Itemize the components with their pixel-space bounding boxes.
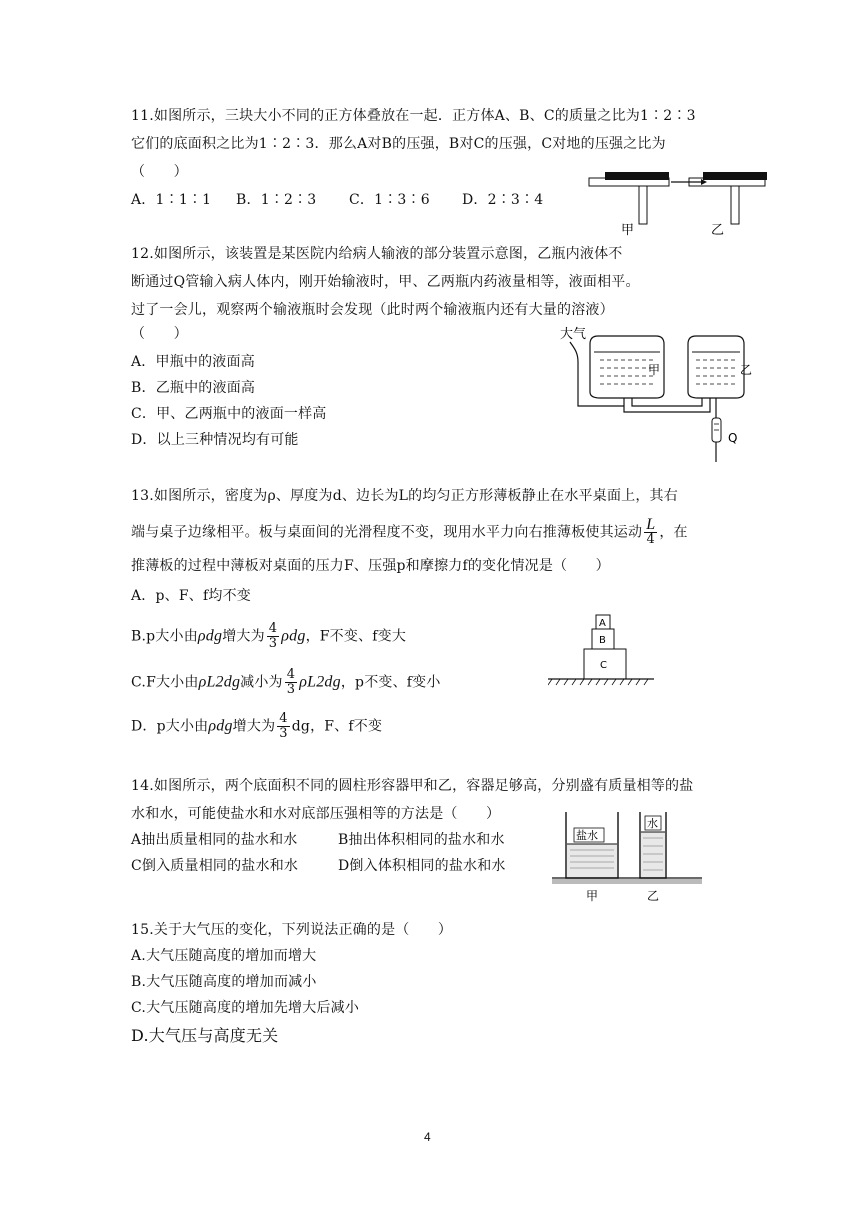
q13-option-b	[131, 622, 406, 651]
q11-line1: 11.如图所示，三块大小不同的正方体叠放在一起．正方体A、B、C的质量之比为1∶2∶3	[131, 108, 696, 124]
q15-option-b: B.大气压随高度的增加而减小	[131, 974, 317, 990]
q13-d-frac	[277, 712, 289, 741]
q12-line2: 断通过Q管输入病人体内，刚开始输液时，甲、乙两瓶内药液量相等，液面相平。	[131, 274, 640, 290]
q13-c-expr: ρL2dg	[198, 673, 241, 691]
q11-option-c: C．1∶3∶6	[349, 192, 430, 208]
q12-figure	[560, 322, 760, 470]
q11-option-a: A．1∶1∶1	[131, 192, 212, 208]
q14-figure-containers	[552, 806, 702, 906]
q15-option-c: C.大气压随高度的增加先增大后减小	[131, 1000, 360, 1016]
q14-option-c: C倒入质量相同的盐水和水	[131, 858, 299, 874]
q13-option-c	[131, 668, 441, 697]
q13-line2-pre: 端与桌子边缘相平。板与桌面间的光滑程度不变，现用水平力向右推薄板使其运动	[131, 524, 643, 541]
q12-fig-jia-label: 甲	[648, 363, 661, 377]
q13-b-frac-num: 4	[268, 621, 278, 636]
q11-blank: （ ）	[131, 164, 188, 180]
q13-figure-stacked-cubes	[548, 612, 658, 690]
q12-option-d: D．以上三种情况均有可能	[131, 432, 299, 448]
q14-option-b: B抽出体积相同的盐水和水	[338, 832, 505, 848]
q11-option-b: B．1∶2∶3	[236, 192, 317, 208]
q13-frac-den: 4	[646, 532, 655, 547]
q13-fig-b-label: B	[599, 635, 606, 646]
q13-line2-post: ，在	[659, 524, 688, 541]
q15-option-a: A.大气压随高度的增加而增大	[131, 948, 317, 964]
q14-fig-yi-label: 乙	[647, 889, 660, 903]
q14-option-a: A抽出质量相同的盐水和水	[131, 832, 298, 848]
q13-c-frac-den: 3	[286, 682, 296, 697]
q12-option-b: B．乙瓶中的液面高	[131, 380, 256, 396]
q13-fig-a-label: A	[599, 618, 606, 629]
q12-blank: （ ）	[131, 326, 188, 342]
q13-option-d	[131, 712, 382, 741]
q11-figure	[585, 168, 775, 240]
q11-fig-label-jia: 甲	[621, 223, 635, 238]
q13-b-post: ，F不变、f变大	[305, 628, 407, 645]
q13-d-frac-den: 3	[279, 726, 288, 741]
q13-line1: 13.如图所示，密度为ρ、厚度为d、边长为L的均匀正方形薄板静止在水平桌面上，其右	[131, 488, 678, 504]
q13-line3: 推薄板的过程中薄板对桌面的压力F、压强p和摩擦力f的变化情况是（ ）	[131, 558, 610, 574]
q13-b-frac-den: 3	[268, 636, 278, 651]
q13-c-mid: 减小为	[240, 674, 283, 691]
q13-frac-num: L	[646, 516, 656, 533]
q13-b-mid: 增大为	[222, 628, 265, 645]
q13-d-frac-num: 4	[279, 711, 288, 726]
q13-c-frac-num: 4	[286, 667, 296, 682]
q13-c-post: ，p不变、f变小	[340, 674, 441, 691]
q11-fig-label-yi: 乙	[711, 223, 725, 238]
q13-d-post: dg，F、f不变	[291, 718, 383, 735]
q14-line1: 14.如图所示，两个底面积不同的圆柱形容器甲和乙，容器足够高，分别盛有质量相等的盐	[131, 778, 694, 794]
q13-c-pre: C.F大小由	[131, 674, 199, 691]
q13-d-rho: ρdg	[208, 717, 233, 735]
q14-fig-jia-label: 甲	[586, 889, 599, 903]
q13-b-rho2: ρdg	[281, 627, 306, 645]
q15-option-d: D.大气压与高度无关	[131, 1026, 279, 1045]
q12-option-c: C．甲、乙两瓶中的液面一样高	[131, 406, 327, 422]
q13-c-expr2: ρL2dg	[299, 673, 341, 691]
q14-line2: 水和水，可能使盐水和水对底部压强相等的方法是（ ）	[131, 806, 501, 822]
q13-fraction-l4	[644, 518, 657, 547]
q13-line2	[131, 518, 688, 547]
q12-fig-q-label: Q	[728, 431, 738, 445]
q12-option-a: A．甲瓶中的液面高	[131, 354, 255, 370]
q13-fig-c-label: C	[600, 660, 607, 671]
q14-fig-salt-label: 盐水	[576, 829, 598, 842]
q12-line1: 12.如图所示，该装置是某医院内给病人输液的部分装置示意图，乙瓶内液体不	[131, 246, 623, 262]
q13-b-frac	[267, 622, 279, 651]
page-number: 4	[424, 1130, 431, 1144]
q12-fig-air-label: 大气	[560, 327, 587, 342]
q13-option-a: A．p、F、f均不变	[131, 588, 251, 604]
q14-fig-water-label: 水	[647, 817, 658, 830]
q13-c-frac	[285, 668, 297, 697]
q13-d-pre: D．p大小由	[131, 718, 209, 735]
q12-line3: 过了一会儿，观察两个输液瓶时会发现（此时两个输液瓶内还有大量的溶液）	[131, 302, 614, 318]
q11-line2: 它们的底面积之比为1∶2∶3．那么A对B的压强，B对C的压强，C对地的压强之比为	[131, 136, 666, 152]
q13-d-mid: 增大为	[232, 718, 276, 735]
q14-option-d: D倒入体积相同的盐水和水	[338, 858, 506, 874]
q12-fig-yi-label: 乙	[740, 363, 753, 377]
q13-b-pre: B.p大小由	[131, 628, 198, 645]
q15-line1: 15.关于大气压的变化，下列说法正确的是（ ）	[131, 922, 453, 938]
q13-b-rho: ρdg	[197, 627, 223, 645]
q11-option-d: D．2∶3∶4	[462, 192, 544, 208]
